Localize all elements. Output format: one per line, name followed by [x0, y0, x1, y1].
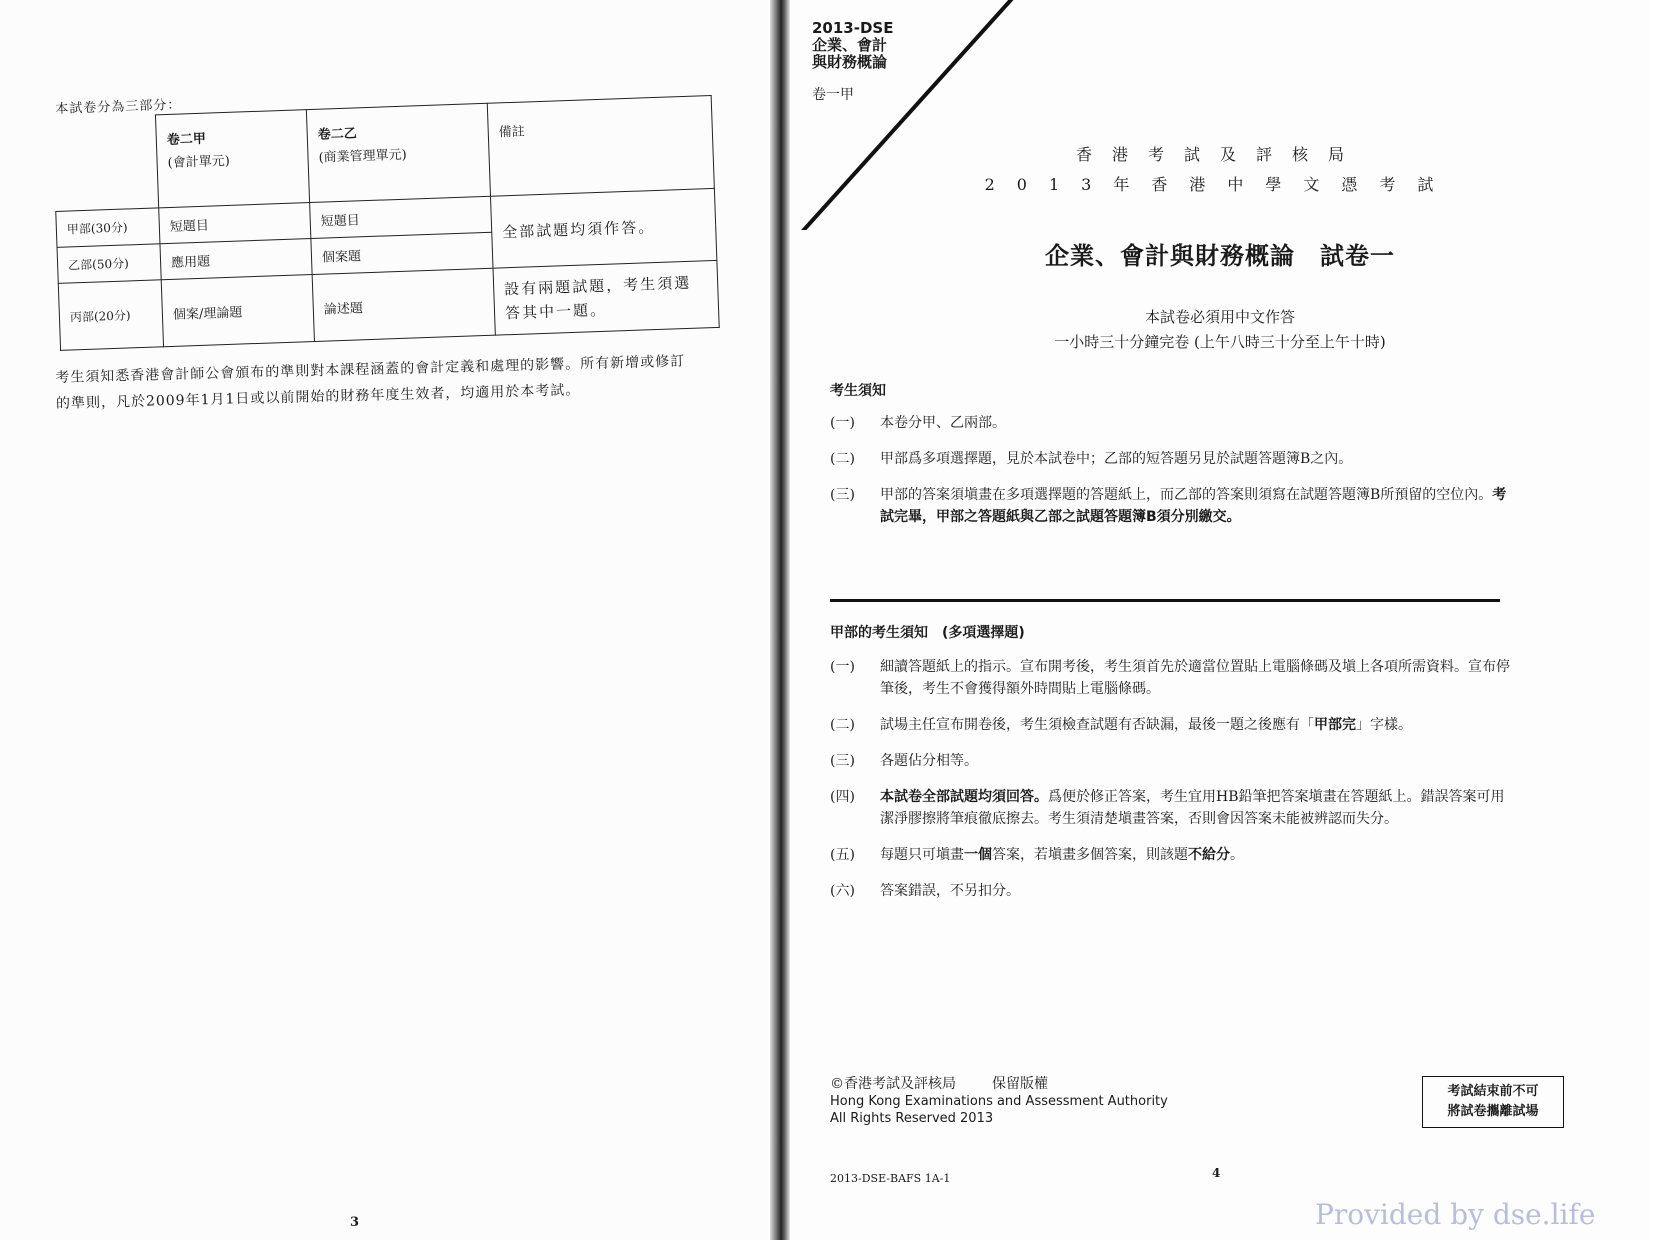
- paper-code-line: 與財務概論: [812, 53, 888, 71]
- time-note: 一小時三十分鐘完卷 (上午八時三十分至上午十時): [1054, 333, 1386, 351]
- item-number: (三): [830, 487, 855, 503]
- item-number: (三): [830, 753, 855, 769]
- copyright-cn-row: [830, 1076, 1168, 1093]
- notice-line: 考試結束前不可: [1447, 1084, 1539, 1099]
- list-item: [830, 750, 1510, 772]
- paper-title: 企業、會計與財務概論 試卷一: [1045, 242, 1395, 270]
- table-cell: 論述題: [312, 268, 495, 341]
- item-text: 甲部的答案須塡畫在多項選擇題的答題紙上，而乙部的答案則須寫在試題答題簿B所預留的空位內。: [880, 487, 1493, 503]
- page-number: 3: [350, 1215, 360, 1230]
- copyright-reserved-cn: 保留版權: [992, 1076, 1048, 1092]
- book-gutter: [770, 0, 790, 1240]
- copyright-en-reserved: All Rights Reserved 2013: [830, 1111, 994, 1126]
- item-text: 試場主任宣布開卷後，考生須檢查試題有否缺漏，最後一題之後應有「: [880, 717, 1314, 733]
- item-text: 本卷分甲、乙兩部。: [880, 415, 1006, 431]
- copyright-cn: ©香港考試及評核局: [830, 1076, 956, 1092]
- item-text: 答案，若塡畫多個答案，則該題: [992, 847, 1188, 863]
- section-a-instructions-list: [830, 656, 1510, 916]
- item-text-wrap: [880, 786, 1510, 830]
- item-number: (四): [830, 789, 855, 805]
- page-number: 4: [1212, 1166, 1221, 1180]
- table-cell: 短題目: [159, 203, 311, 244]
- row-label: 乙部(50分): [57, 244, 161, 284]
- row-label: 甲部(30分): [56, 208, 160, 248]
- item-text-bold: 考試完畢，甲部之答題紙與乙部之試題答題簿B須分別繳交。: [880, 487, 1507, 525]
- item-text: 爲便於修正答案，考生宜用HB鉛筆把答案塡畫在答題紙上。錯誤答案可用潔淨膠擦將筆痕徹底擦去。考生須清楚塡畫答案，否則會因答案未能被辨認而失分。: [880, 789, 1505, 827]
- authority-name: 香港考試及評核局: [1075, 145, 1364, 164]
- language-note: 本試卷必須用中文作答: [1144, 308, 1295, 326]
- row-label: 丙部(20分): [58, 280, 163, 351]
- item-number: (六): [830, 883, 855, 899]
- item-number: (五): [830, 847, 855, 863]
- item-text-wrap: [880, 714, 1510, 736]
- right-page: [790, 0, 1650, 1240]
- item-text-wrap: [880, 484, 1510, 528]
- table-cell: 個案/理論題: [161, 275, 314, 347]
- item-text: 答案錯誤，不另扣分。: [880, 883, 1020, 899]
- footer-paper-code: 2013-DSE-BAFS 1A-1: [830, 1172, 951, 1185]
- item-text: 甲部爲多項選擇題，見於本試卷中；乙部的短答題另見於試題答題簿B之內。: [880, 451, 1353, 467]
- general-instructions-list: [830, 412, 1510, 542]
- list-item: [830, 412, 1510, 434]
- item-text-bold: 甲部完: [1314, 717, 1356, 733]
- note-choose-one: 設有兩題試題，考生須選答其中一題。: [493, 260, 719, 335]
- item-text: 各題佔分相等。: [880, 753, 978, 769]
- item-text-bold: 一個: [964, 847, 992, 863]
- intro-text: 本試卷分為三部分：: [55, 97, 182, 117]
- note-all-compulsory: 全部試題均須作答。: [490, 188, 716, 268]
- section-a-heading: 甲部的考生須知 (多項選擇題): [830, 625, 1025, 641]
- list-item: [830, 656, 1510, 700]
- header-paper-2a-title: 卷二甲: [166, 131, 207, 149]
- item-text: 每題只可塡畫: [880, 847, 964, 863]
- notice-box: [1422, 1076, 1564, 1128]
- list-item: [830, 714, 1510, 736]
- header-paper-2b: [306, 103, 490, 202]
- copyright-block: [830, 1076, 1168, 1127]
- item-text: 」字樣。: [1356, 717, 1412, 733]
- item-text-bold: 本試卷全部試題均須回答。: [880, 789, 1048, 805]
- watermark-text: Provided by dse.life: [1315, 1198, 1596, 1231]
- item-text-wrap: [880, 844, 1510, 866]
- item-number: (一): [830, 415, 855, 431]
- list-item: [830, 786, 1510, 830]
- paper-code: [812, 20, 893, 71]
- paper-code-line: 企業、會計: [812, 36, 888, 54]
- item-text: 細讀答題紙上的指示。宣布開考後，考生須首先於適當位置貼上電腦條碼及塡上各項所需資料。宣布停筆後，考生不會獲得額外時間貼上電腦條碼。: [880, 659, 1510, 697]
- table-cell: 應用題: [160, 239, 312, 280]
- header-paper-2b-title: 卷二乙: [317, 126, 358, 143]
- list-item: [830, 844, 1510, 866]
- standards-paragraph: 考生須知悉香港會計師公會頒布的準則對本課程涵蓋的會計定義和處理的影響。所有新增或修訂的準則，凡於2009年1月1日或以前開始的財務年度生效者，均適用於本考試。: [55, 353, 686, 412]
- item-number: (二): [830, 451, 855, 467]
- paper-code-line: 2013-DSE: [812, 19, 894, 37]
- general-instructions-heading: 考生須知: [830, 383, 886, 399]
- header-paper-2b-sub: (商業管理單元): [318, 147, 407, 166]
- paper-parts-table: [52, 95, 720, 351]
- header-paper-2a-sub: (會計單元): [167, 153, 231, 171]
- notice-line: 將試卷攜離試場: [1447, 1104, 1539, 1119]
- table-corner-cell: [53, 115, 159, 212]
- item-text: 。: [1230, 847, 1244, 863]
- left-page: [0, 0, 770, 1240]
- item-text-bold: 不給分: [1188, 847, 1230, 863]
- list-item: [830, 448, 1510, 470]
- paper-subtitle: 卷一甲: [812, 87, 854, 103]
- header-remarks-title: 備註: [498, 124, 526, 141]
- header-paper-2a: [155, 110, 309, 208]
- item-number: (二): [830, 717, 855, 733]
- table-cell: 個案題: [311, 232, 493, 274]
- item-number: (一): [830, 659, 855, 675]
- table-cell: 短題目: [310, 196, 492, 238]
- copyright-en-authority: Hong Kong Examinations and Assessment Authority: [830, 1094, 1168, 1109]
- section-divider: [830, 599, 1500, 602]
- header-remarks: [487, 95, 714, 196]
- list-item: [830, 880, 1510, 902]
- list-item: [830, 484, 1510, 528]
- exam-name: 2013年香港中學文憑考試: [984, 175, 1456, 194]
